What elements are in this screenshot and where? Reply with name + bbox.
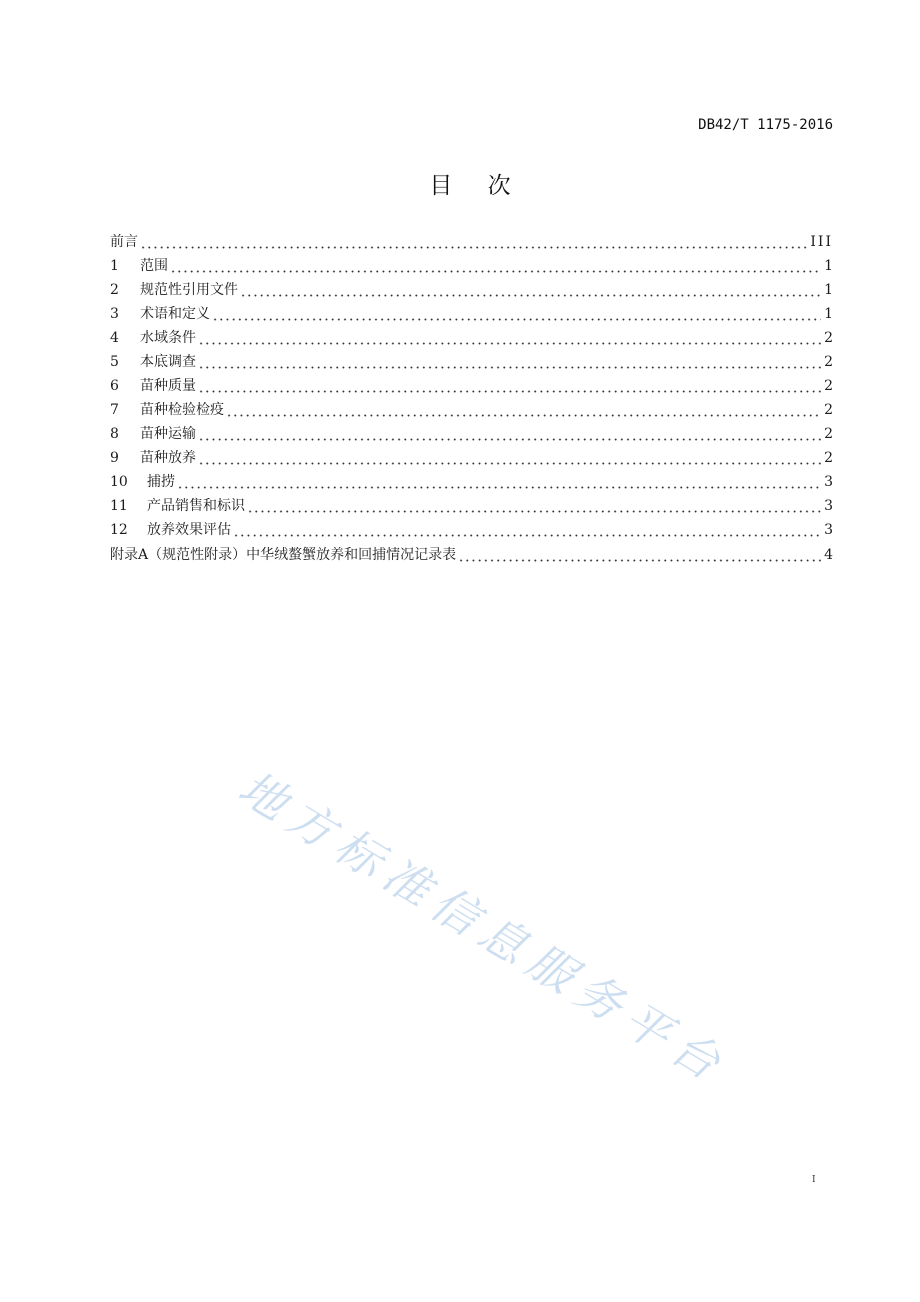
toc-dot-leader (212, 302, 821, 326)
toc-entry-2 (110, 278, 833, 302)
toc-entry-title: 苗种质量 (140, 378, 196, 394)
toc-entry-number: 11 (110, 498, 128, 514)
toc-entry-page: 2 (824, 426, 833, 442)
toc-entry-7 (110, 398, 833, 422)
toc-dot-leader (226, 398, 821, 422)
toc-entry-number: 6 (110, 378, 119, 394)
toc-entry-number: 8 (110, 426, 119, 442)
toc-dot-leader (198, 350, 821, 374)
toc-entry-6 (110, 374, 833, 398)
page-title: 目 次 (429, 173, 511, 199)
toc-entry-page: 1 (824, 282, 833, 298)
toc-entry-page: 2 (824, 378, 833, 394)
toc-entry-title: 规范性引用文件 (140, 282, 238, 298)
toc-entry-page: 3 (824, 522, 833, 538)
toc-entry-title: 本底调查 (140, 354, 196, 370)
toc-dot-leader (247, 494, 821, 518)
toc-entry-10 (110, 470, 833, 494)
toc-entry-page: 4 (824, 547, 833, 563)
toc-entry-number: 10 (110, 474, 128, 490)
toc-entry-4 (110, 326, 833, 350)
toc-entry-number: 3 (110, 306, 119, 322)
document-code: DB42/T 1175-2016 (698, 117, 833, 133)
toc-dot-leader (198, 326, 821, 350)
toc-entry-title: 前言 (110, 234, 138, 250)
watermark-text: 地方标准信息服务平台 (229, 760, 738, 1095)
toc-dot-leader (170, 254, 821, 278)
toc-dot-leader (198, 422, 821, 446)
toc-entry-title: 术语和定义 (140, 306, 210, 322)
toc-entry-appendix-a (110, 543, 833, 567)
toc-entry-number: 7 (110, 402, 119, 418)
toc-entry-title: 范围 (140, 258, 168, 274)
toc-entry-number: 5 (110, 354, 119, 370)
toc-dot-leader (177, 470, 821, 494)
page-number: I (812, 1175, 816, 1185)
toc-entry-page: 1 (824, 258, 833, 274)
toc-entry-number: 12 (110, 522, 128, 538)
toc-entry-12 (110, 518, 833, 542)
toc-dot-leader (233, 518, 821, 542)
toc-entry-number: 2 (110, 282, 119, 298)
toc-entry-foreword (110, 230, 833, 254)
toc-entry-11 (110, 494, 833, 518)
toc-entry-page: 1 (824, 306, 833, 322)
toc-dot-leader (198, 446, 821, 470)
toc-entry-title: 水域条件 (140, 330, 196, 346)
toc-entry-title: 放养效果评估 (147, 522, 231, 538)
toc-entry-title: 附录A（规范性附录）中华绒螯蟹放养和回捕情况记录表 (110, 547, 457, 563)
toc-entry-number: 9 (110, 450, 119, 466)
toc-entry-page: 2 (824, 402, 833, 418)
toc-entry-8 (110, 422, 833, 446)
table-of-contents (110, 230, 833, 567)
toc-entry-1 (110, 254, 833, 278)
toc-entry-title: 苗种运输 (140, 426, 196, 442)
toc-entry-title: 产品销售和标识 (147, 498, 245, 514)
toc-dot-leader (240, 278, 821, 302)
toc-dot-leader (458, 543, 821, 567)
toc-entry-title: 捕捞 (147, 474, 175, 490)
toc-entry-page: 3 (824, 474, 833, 490)
toc-entry-title: 苗种放养 (140, 450, 196, 466)
toc-entry-title: 苗种检验检疫 (140, 402, 224, 418)
toc-entry-5 (110, 350, 833, 374)
toc-entry-page: 3 (824, 498, 833, 514)
toc-entry-page: III (810, 234, 833, 250)
toc-entry-number: 4 (110, 330, 119, 346)
toc-entry-page: 2 (824, 450, 833, 466)
toc-entry-page: 2 (824, 330, 833, 346)
toc-dot-leader (198, 374, 821, 398)
toc-entry-9 (110, 446, 833, 470)
toc-entry-3 (110, 302, 833, 326)
toc-entry-page: 2 (824, 354, 833, 370)
toc-entry-number: 1 (110, 258, 119, 274)
toc-dot-leader (140, 230, 807, 254)
